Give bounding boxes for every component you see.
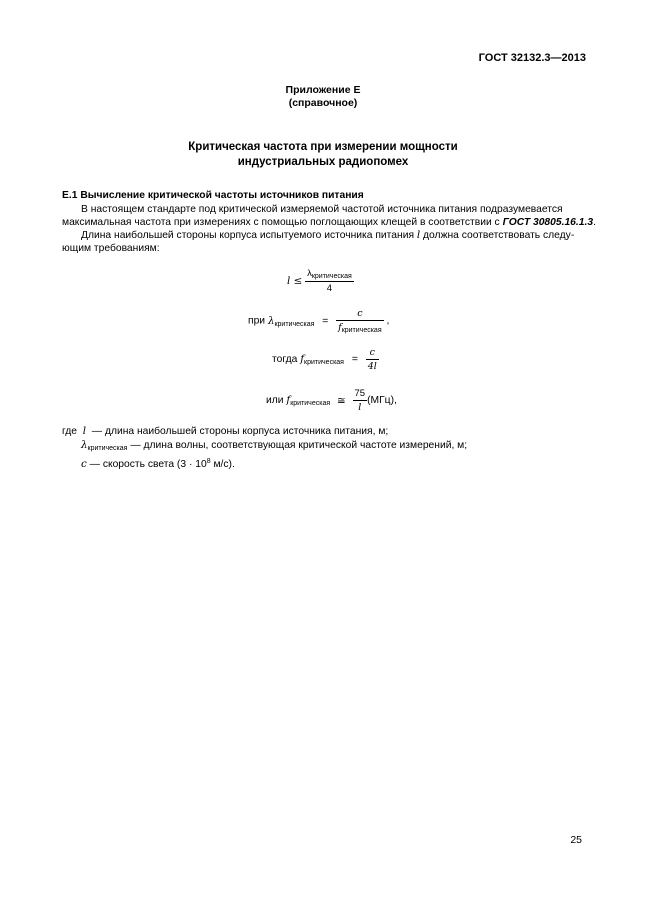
- formula-4-prefix: или: [266, 395, 284, 406]
- formula-2-fraction: [336, 308, 383, 334]
- formula-2-prefix: при: [248, 315, 266, 327]
- formula-3-fraction: [366, 347, 379, 372]
- paragraph-2-text-b: должна соответствовать следу-: [420, 230, 575, 241]
- legend-lambda-symbol: λ: [81, 438, 88, 451]
- paragraph-1: [62, 203, 596, 229]
- formula-2-den-sub: критическая: [341, 327, 382, 334]
- legend: [62, 425, 467, 472]
- paragraph-1-line-2: [62, 216, 596, 229]
- formula-4: [266, 388, 397, 413]
- formula-4-denominator: l: [353, 400, 368, 413]
- formula-2-suffix: ,: [386, 315, 390, 327]
- legend-c-unit: м/с).: [210, 459, 235, 470]
- standard-number: ГОСТ 32132.3—2013: [478, 52, 586, 64]
- formula-2-numerator: c: [357, 308, 363, 319]
- formula-4-numerator: 75: [354, 388, 366, 399]
- formula-2-equals: =: [322, 315, 329, 327]
- formula-1-lhs: l ≤: [287, 275, 303, 287]
- formula-1-num-symbol: λ: [307, 268, 312, 279]
- section-heading: Е.1 Вычисление критической частоты источников питания: [62, 190, 364, 201]
- variable-l: l: [416, 229, 421, 241]
- formula-2: [248, 308, 389, 334]
- paragraph-2-line-1: [62, 229, 588, 242]
- formula-3-symbol: f: [300, 353, 305, 365]
- formula-1: [287, 268, 354, 294]
- formula-2-den-symbol: f: [338, 322, 342, 333]
- paragraph-2-text-a: Длина наибольшей стороны корпуса испытуемого источника питания: [81, 230, 417, 241]
- formula-4-sub: критическая: [290, 400, 331, 407]
- formula-3: [272, 347, 379, 372]
- formula-1-denominator: 4: [305, 281, 354, 294]
- legend-lambda-sub: критическая: [87, 444, 128, 452]
- legend-lambda: [62, 439, 467, 456]
- legend-c-exp: 8: [206, 458, 211, 465]
- formula-1-num-sub: критическая: [311, 273, 352, 280]
- formula-4-approx: ≅: [337, 395, 346, 407]
- paragraph-2-line-2: ющим требованиям:: [62, 243, 160, 255]
- formula-3-denominator: 4l: [367, 361, 377, 372]
- appendix-kind: (справочное): [288, 97, 358, 109]
- standard-reference: ГОСТ 30805.16.1.3: [502, 217, 594, 229]
- formula-3-sub: критическая: [304, 359, 344, 366]
- formula-3-prefix: тогда: [272, 354, 298, 365]
- legend-l-desc: — длина наибольшей стороны корпуса источника питания, м;: [91, 426, 389, 437]
- page-number: 25: [570, 834, 582, 846]
- formula-4-symbol: f: [286, 394, 291, 406]
- formula-4-fraction: [353, 388, 368, 413]
- legend-c: [62, 455, 467, 472]
- paragraph-1-end: .: [593, 217, 596, 229]
- legend-where: где: [62, 426, 78, 437]
- formula-2-symbol: λ: [267, 314, 275, 327]
- title-line-2: индустриальных радиопомех: [237, 156, 409, 168]
- legend-c-var: c: [81, 458, 87, 470]
- legend-c-desc: — скорость света (3 · 10: [89, 459, 207, 470]
- legend-l: [62, 425, 467, 439]
- paragraph-2: [62, 229, 588, 255]
- formula-4-suffix: (МГц),: [367, 395, 397, 406]
- formula-1-fraction: [305, 268, 354, 294]
- appendix-label: Приложение Е: [285, 84, 361, 96]
- formula-3-equals: =: [351, 354, 358, 365]
- formula-3-numerator: c: [369, 347, 375, 358]
- formula-2-sub: критическая: [274, 320, 315, 328]
- legend-l-var: l: [82, 425, 87, 437]
- paragraph-1-text: максимальная частота при измерениях с помощью поглощающих клещей в соответствии с: [62, 217, 503, 229]
- paragraph-1-line-1: В настоящем стандарте под критической измеряемой частотой источника питания подразумевается: [81, 204, 563, 215]
- title-line-1: Критическая частота при измерении мощности: [188, 141, 458, 153]
- legend-lambda-desc: — длина волны, соответствующая критической частоте измерений, м;: [130, 439, 468, 451]
